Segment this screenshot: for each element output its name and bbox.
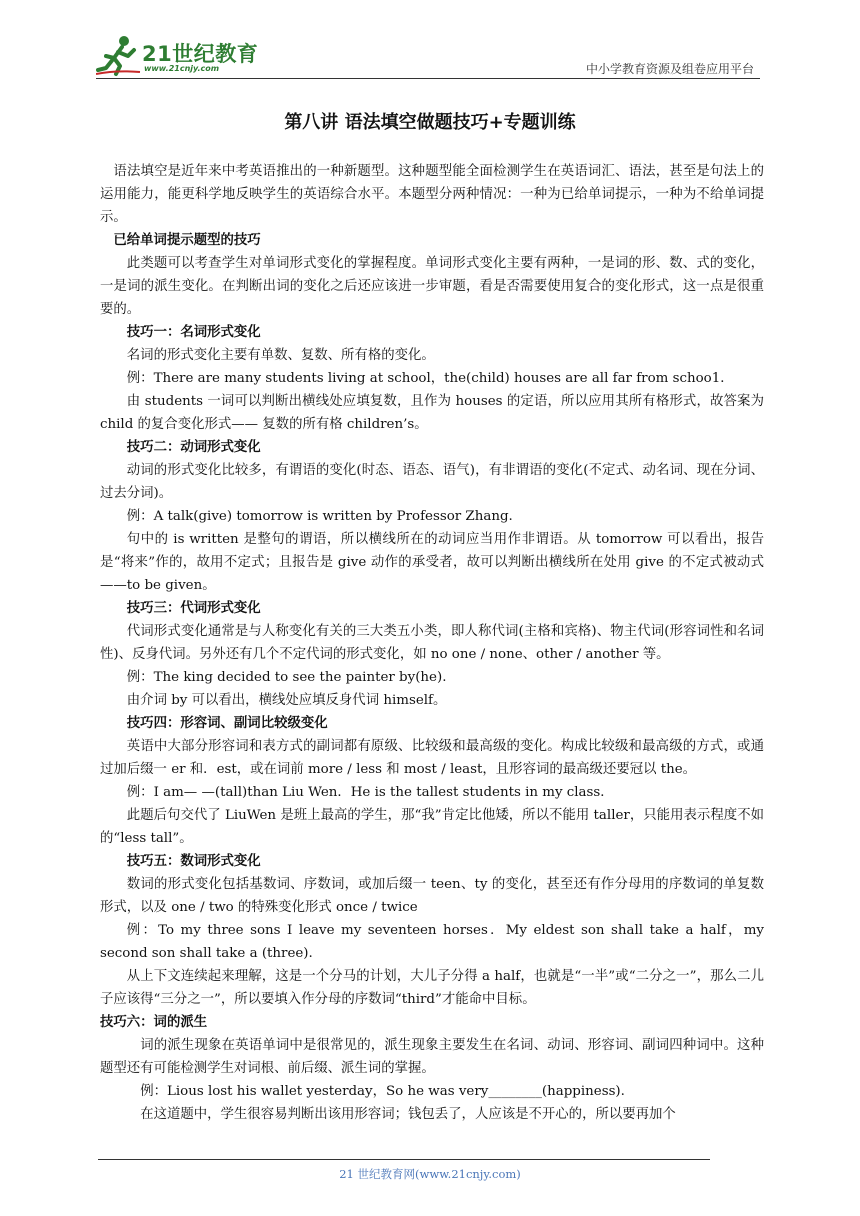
paragraph: 句中的 is written 是整句的谓语，所以横线所在的动词应当用作非谓语。从 tomorrow 可以看出，报告是“将来”作的，故用不定式；且报告是 give 动作的承受者，故可以判断出横线所在处用 give 的不定式被动式——to be given。 xyxy=(100,532,764,593)
paragraph: 例：I am— —(tall)than Liu Wen．He is the tallest students in my class． xyxy=(126,785,614,800)
logo-url: www.21cnjy.com xyxy=(144,64,220,73)
paragraph: 动词的形式变化比较多，有谓语的变化(时态、语态、语气)，有非谓语的变化(不定式、动名词、现在分词、过去分词)。 xyxy=(100,463,764,501)
footer-divider xyxy=(98,1159,710,1160)
paragraph: 此类题可以考查学生对单词形式变化的掌握程度。单词形式变化主要有两种，一是词的形、数、式的变化，一是词的派生变化。在判断出词的变化之后还应该进一步审题，看是否需要使用复合的变化形式，这一点是很重要的。 xyxy=(100,256,764,317)
logo xyxy=(96,34,276,78)
footer-source: 21 世纪教育网(www.21cnjy.com) xyxy=(339,1167,521,1181)
section-heading: 技巧四：形容词、副词比较级变化 xyxy=(126,716,328,731)
paragraph: 从上下文连续起来理解，这是一个分马的计划，大儿子分得 a half，也就是“一半”或“二分之一”，那么二儿子应该得“三分之一”，所以要填入作分母的序数词“third”才能命中目标。 xyxy=(100,969,764,1007)
logo-text: 21世纪教育 xyxy=(142,42,259,66)
section-heading: 技巧一：名词形式变化 xyxy=(126,325,261,340)
page-header xyxy=(96,34,760,80)
paragraph: 英语中大部分形容词和表方式的副词都有原级、比较级和最高级的变化。构成比较级和最高级的方式，或通过加后缀一 er 和．est，或在词前 more / less 和 most / least，且形容词的最高级还要冠以 the。 xyxy=(100,739,764,777)
paragraph: 在这道题中，学生很容易判断出该用形容词；钱包丢了，人应该是不开心的，所以要再加个 xyxy=(140,1107,676,1122)
paragraph: 例：A talk(give) tomorrow is written by Professor Zhang. xyxy=(126,509,513,524)
paragraph: 例：To my three sons I leave my seventeen horses．My eldest son shall take a half，my second son shall take a (three). xyxy=(100,923,764,961)
section-heading: 已给单词提示题型的技巧 xyxy=(113,233,261,248)
header-divider xyxy=(96,78,760,79)
paragraph: 例：Lious lost his wallet yesterday，So he was very________(happiness). xyxy=(140,1084,625,1099)
paragraph: 语法填空是近年来中考英语推出的一种新题型。这种题型能全面检测学生在英语词汇、语法，甚至是句法上的运用能力，能更科学地反映学生的英语综合水平。本题型分两种情况：一种为已给单词提示，一种为不给单词提示。 xyxy=(100,164,764,225)
document-body xyxy=(100,160,764,1126)
paragraph: 由 students 一词可以判断出横线处应填复数，且作为 houses 的定语，所以应用其所有格形式，故答案为 child 的复合变化形式—— 复数的所有格 children’s。 xyxy=(100,394,764,432)
paragraph: 由介词 by 可以看出，横线处应填反身代词 himself。 xyxy=(126,693,447,708)
paragraph: 数词的形式变化包括基数词、序数词，或加后缀一 teen、ty 的变化，甚至还有作分母用的序数词的单复数形式，以及 one / two 的特殊变化形式 once / twice xyxy=(100,877,764,915)
section-heading: 技巧二：动词形式变化 xyxy=(126,440,261,455)
section-heading: 技巧三：代词形式变化 xyxy=(126,601,261,616)
section-heading: 技巧六：词的派生 xyxy=(100,1015,208,1030)
paragraph: 此题后句交代了 LiuWen 是班上最高的学生，那“我”肯定比他矮，所以不能用 taller，只能用表示程度不如的“less tall”。 xyxy=(100,808,764,846)
paragraph: 例：The king decided to see the painter by(he). xyxy=(126,670,447,685)
runner-icon xyxy=(96,34,142,78)
paragraph: 名词的形式变化主要有单数、复数、所有格的变化。 xyxy=(126,348,435,363)
paragraph: 例：There are many students living at school，the(child) houses are all far from schoo1． xyxy=(126,371,734,386)
paragraph: 词的派生现象在英语单词中是很常见的，派生现象主要发生在名词、动词、形容词、副词四种词中。这种题型还有可能检测学生对词根、前后缀、派生词的掌握。 xyxy=(100,1038,764,1076)
page-title: 第八讲 语法填空做题技巧+专题训练 xyxy=(284,112,576,133)
section-heading: 技巧五：数词形式变化 xyxy=(126,854,261,869)
paragraph: 代词形式变化通常是与人称变化有关的三大类五小类，即人称代词(主格和宾格)、物主代词(形容词性和名词性)、反身代词。另外还有几个不定代词的形式变化，如 no one / none、other / another 等。 xyxy=(100,624,764,662)
platform-name: 中小学教育资源及组卷应用平台 xyxy=(585,62,754,76)
